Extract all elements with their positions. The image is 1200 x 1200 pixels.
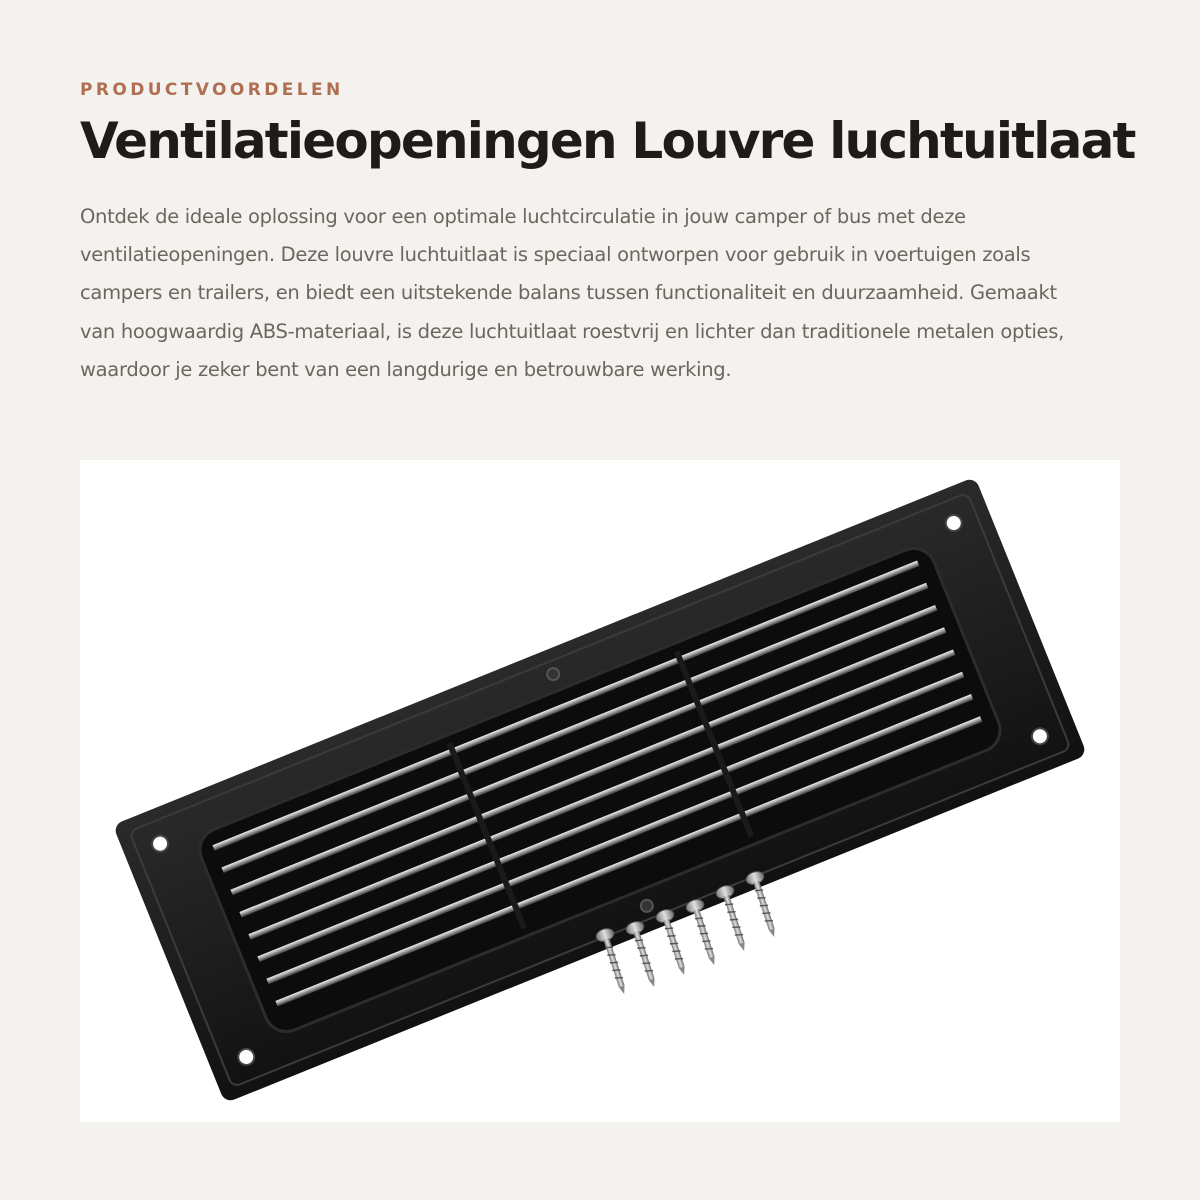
section-eyebrow: PRODUCTVOORDELEN [80,80,344,100]
page-title: Ventilatieopeningen Louvre luchtuitlaat [80,112,1135,170]
product-description: Ontdek de ideale oplossing voor een optimale luchtcirculatie in jouw camper of bus met deze ventilatieopeningen. Deze louvre luchtuitlaat is speciaal ontworpen voor gebruik in voertuigen zoals campers en trailers, en biedt een uitstekende balans tussen functionaliteit en duurzaamheid. Gemaakt van hoogwaardig ABS-materiaal, is deze luchtuitlaat roestvrij en lichter dan traditionele metalen opties, waardoor je zeker bent van een langdurige en betrouwbare werking. [80,205,1065,381]
louvre-vent-illustration [80,460,1120,1122]
product-image [80,460,1120,1122]
vent-plate [113,477,1088,1104]
